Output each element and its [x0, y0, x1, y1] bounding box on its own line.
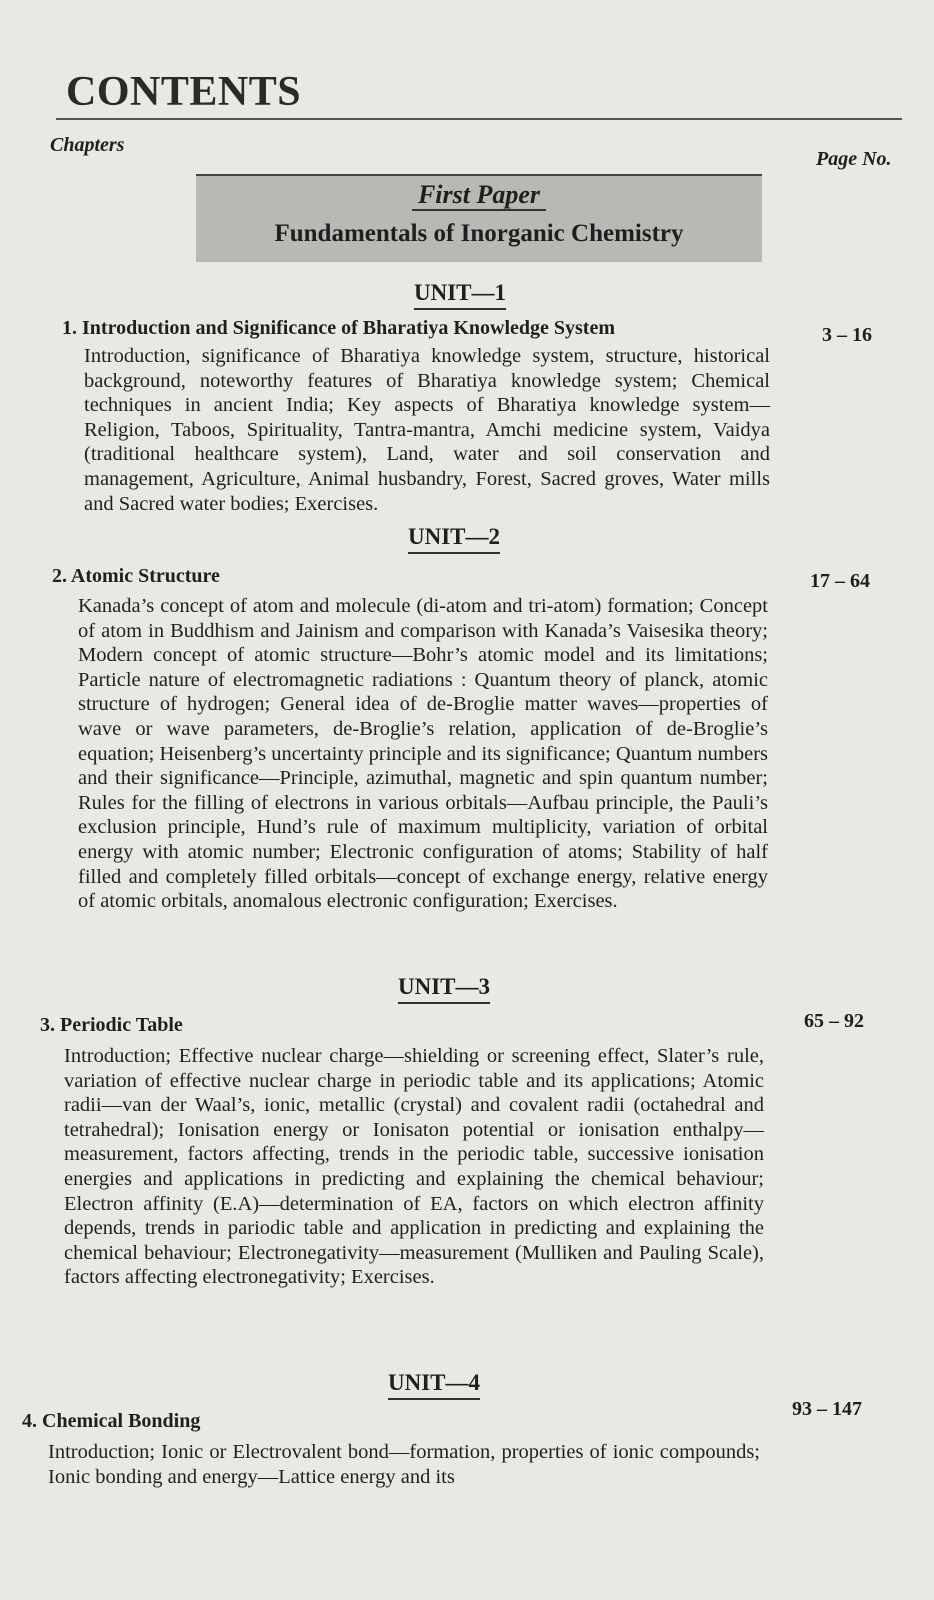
unit-2-heading: UNIT—2	[408, 524, 500, 554]
chapters-column-label: Chapters	[50, 134, 125, 156]
chapter-1-description: Introduction, significance of Bharatiya knowledge system, structure, historical background, noteworthy features of Bharatiya knowledge system; Chemical techniques in ancient India; Key aspects of Bharatiya knowledge system—Religion, Taboos, Spirituality, Tantra-mantra, Amchi medicine system, Vaidya (traditional healthcare system), Land, water and soil conservation and management, Agriculture, Animal husbandry, Forest, Sacred groves, Water mills and Sacred water bodies; Exercises.	[84, 345, 770, 515]
chapter-3-description: Introduction; Effective nuclear charge—shielding or screening effect, Slater’s rule, variation of effective nuclear charge in periodic table and its applications; Atomic radii—van der Waal’s, ionic, metallic (crystal) and covalent radii (octahedral and tetrahedral); Ionisation energy or Ionisaton potential or ionisation enthalpy—measurement, factors affecting, trends in the periodic table, successive ionisation energies and applications in predicting and explaining the chemical behaviour; Electron affinity (E.A)—determination of EA, factors on which electron affinity depends, trends in pariodic table and application in predicting and explaining the chemical behaviour; Electronegativity—measurement (Mulliken and Pauling Scale), factors affecting electronegativity; Exercises.	[64, 1045, 764, 1289]
paper-title-text: First Paper	[412, 180, 546, 211]
paper-heading-box	[196, 174, 762, 262]
page-title: CONTENTS	[66, 69, 302, 115]
title-divider	[56, 118, 902, 120]
chapter-2-pages: 17 – 64	[810, 570, 870, 592]
chapter-1-pages: 3 – 16	[822, 324, 872, 346]
paper-subtitle: Fundamentals of Inorganic Chemistry	[274, 220, 684, 247]
chapter-4-description: Introduction; Ionic or Electrovalent bond—formation, properties of ionic compounds; Ionic bonding and energy—Lattice energy and its	[48, 1441, 760, 1488]
chapter-1-title: 1. Introduction and Significance of Bharatiya Knowledge System	[62, 317, 615, 339]
chapter-3-title: 3. Periodic Table	[40, 1014, 183, 1036]
unit-4-heading: UNIT—4	[388, 1370, 480, 1400]
chapter-2-description: Kanada’s concept of atom and molecule (di-atom and tri-atom) formation; Concept of atom in Buddhism and Jainism and comparison with Kanada’s Vaisesika theory; Modern concept of atomic structure—Bohr’s atomic model and its limitations; Particle nature of electromagnetic radiations : Quantum theory of planck, atomic structure of hydrogen; General idea of de-Broglie matter waves—properties of wave or wave parameters, de-Broglie’s relation, application of de-Broglie’s equation; Heisenberg’s uncertainty principle and its significance; Quantum numbers and their significance—Principle, azimuthal, magnetic and spin quantum number; Rules for the filling of electrons in various orbitals—Aufbau principle, the Pauli’s exclusion principle, Hund’s rule of maximum multiplicity, variation of orbital energy with atomic number; Electronic configuration of atoms; Stability of half filled and completely filled orbitals—concept of exchange energy, relative energy of atomic orbitals, anomalous electronic configuration; Exercises.	[78, 595, 768, 913]
paper-title	[196, 180, 762, 210]
chapter-3-pages: 65 – 92	[804, 1010, 864, 1032]
chapter-4-pages: 93 – 147	[792, 1398, 862, 1420]
unit-3-heading: UNIT—3	[398, 974, 490, 1004]
chapter-2-title: 2. Atomic Structure	[52, 565, 220, 587]
unit-1-heading: UNIT—1	[414, 280, 506, 310]
chapter-4-title: 4. Chemical Bonding	[22, 1410, 201, 1432]
page-number-column-label: Page No.	[816, 148, 892, 170]
